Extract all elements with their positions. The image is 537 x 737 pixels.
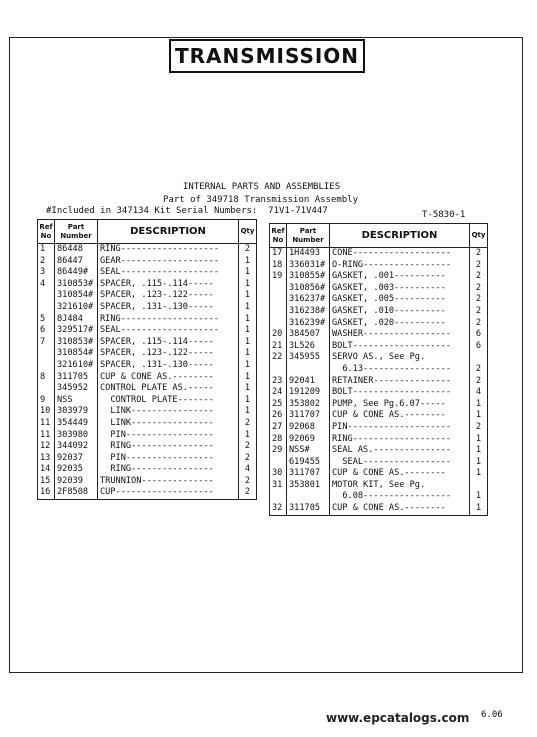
qty-cell: 1 [239, 372, 257, 384]
table-row [38, 337, 257, 349]
qty-cell: 1 [470, 410, 488, 422]
description-cell: TRUNNION-------------- [98, 476, 239, 488]
qty-cell: 2 [239, 418, 257, 430]
description-cell: RING---------------- [98, 464, 239, 476]
description-cell: CUP & CONE AS.-------- [330, 468, 470, 480]
part-number-cell: 191209 [287, 387, 330, 399]
ref-cell: 2 [38, 256, 55, 268]
table-row [270, 341, 488, 353]
description-cell: RING------------------- [330, 434, 470, 446]
qty-cell: 2 [470, 318, 488, 330]
description-cell: LINK---------------- [98, 406, 239, 418]
table-row [38, 453, 257, 465]
ref-cell: 1 [38, 244, 55, 256]
table-row [38, 325, 257, 337]
qty-cell: 1 [470, 468, 488, 480]
description-cell: SEAL------------------- [98, 267, 239, 279]
part-number-cell: 92039 [55, 476, 98, 488]
description-cell: RETAINER--------------- [330, 376, 470, 388]
description-cell: GEAR------------------- [98, 256, 239, 268]
table-row [270, 410, 488, 422]
table-row [38, 256, 257, 268]
ref-cell: 25 [270, 399, 287, 411]
parts-table-left [37, 219, 257, 500]
description-cell: RING---------------- [98, 441, 239, 453]
part-number-cell: 310854# [55, 290, 98, 302]
table-row [270, 294, 488, 306]
qty-cell: 2 [239, 244, 257, 256]
qty-cell: 1 [239, 348, 257, 360]
ref-cell: 9 [38, 395, 55, 407]
table-row [270, 468, 488, 480]
description-cell: SPACER, .123-.122----- [98, 348, 239, 360]
page-number: 6.06 [481, 710, 503, 720]
qty-cell: 1 [239, 406, 257, 418]
table-row [270, 422, 488, 434]
table-row [270, 434, 488, 446]
part-number-cell: 311705 [287, 503, 330, 515]
col-part-header: Part Number [55, 220, 98, 244]
description-cell: 6.08----------------- [330, 491, 470, 503]
description-cell: CUP & CONE AS.-------- [98, 372, 239, 384]
qty-cell: 6 [470, 329, 488, 341]
part-number-cell: 92068 [287, 422, 330, 434]
table-row [270, 376, 488, 388]
description-cell: GASKET, .003---------- [330, 283, 470, 295]
col-desc-header: DESCRIPTION [330, 224, 470, 248]
part-number-cell: 1H4493 [287, 248, 330, 260]
part-number-cell [287, 491, 330, 503]
ref-cell [38, 348, 55, 360]
qty-cell: 1 [239, 337, 257, 349]
qty-cell: 1 [239, 395, 257, 407]
table-row [38, 430, 257, 442]
ref-cell [270, 364, 287, 376]
qty-cell: 1 [239, 383, 257, 395]
part-number-cell: 316238# [287, 306, 330, 318]
description-cell: WASHER----------------- [330, 329, 470, 341]
qty-cell: 2 [239, 487, 257, 499]
description-cell: RING------------------- [98, 314, 239, 326]
qty-cell: 2 [470, 248, 488, 260]
description-cell: SEAL------------------- [98, 325, 239, 337]
ref-cell [38, 290, 55, 302]
qty-cell: 1 [470, 457, 488, 469]
diagram-code: T-5830-1 [422, 210, 466, 220]
qty-cell: 2 [470, 376, 488, 388]
page-title: TRANSMISSION [174, 44, 360, 68]
description-cell: GASKET, .010---------- [330, 306, 470, 318]
part-number-cell: 8J484 [55, 314, 98, 326]
part-number-cell: 92069 [287, 434, 330, 446]
qty-cell: 6 [470, 341, 488, 353]
part-number-cell: NSS [55, 395, 98, 407]
description-cell: GASKET, .005---------- [330, 294, 470, 306]
table-row [38, 360, 257, 372]
description-cell: CUP & CONE AS.-------- [330, 503, 470, 515]
qty-cell: 4 [239, 464, 257, 476]
table-row [270, 387, 488, 399]
page-title-box [169, 39, 365, 73]
part-number-cell: 384507 [287, 329, 330, 341]
qty-cell [470, 480, 488, 492]
table-row [270, 445, 488, 457]
ref-cell: 27 [270, 422, 287, 434]
col-ref-header: Ref No [38, 220, 55, 244]
qty-cell: 1 [239, 360, 257, 372]
part-number-cell: 311705 [55, 372, 98, 384]
description-cell: SEAL----------------- [330, 457, 470, 469]
ref-cell: 30 [270, 468, 287, 480]
col-part-header: Part Number [287, 224, 330, 248]
description-cell: PIN----------------- [98, 430, 239, 442]
ref-cell: 26 [270, 410, 287, 422]
ref-cell: 23 [270, 376, 287, 388]
footer-watermark[interactable]: www.epcatalogs.com [326, 711, 470, 725]
qty-cell: 2 [239, 476, 257, 488]
ref-cell [270, 294, 287, 306]
table-row [270, 364, 488, 376]
ref-cell: 14 [38, 464, 55, 476]
description-cell: GASKET, .020---------- [330, 318, 470, 330]
part-number-cell: 303979 [55, 406, 98, 418]
ref-cell: 7 [38, 337, 55, 349]
ref-cell [270, 491, 287, 503]
ref-cell: 6 [38, 325, 55, 337]
part-number-cell: 310854# [55, 348, 98, 360]
part-number-cell: 310853# [55, 279, 98, 291]
qty-cell: 2 [470, 306, 488, 318]
ref-cell [38, 302, 55, 314]
description-cell: MOTOR KIT, See Pg. [330, 480, 470, 492]
table-row [38, 383, 257, 395]
qty-cell: 1 [239, 302, 257, 314]
part-number-cell: 310856# [287, 283, 330, 295]
part-number-cell: 310853# [55, 337, 98, 349]
description-cell: CUP & CONE AS.-------- [330, 410, 470, 422]
part-number-cell: 345955 [287, 352, 330, 364]
ref-cell: 8 [38, 372, 55, 384]
part-number-cell: 345952 [55, 383, 98, 395]
qty-cell: 2 [470, 422, 488, 434]
part-number-cell: 92037 [55, 453, 98, 465]
description-cell: SPACER, .131-.130----- [98, 360, 239, 372]
qty-cell: 4 [470, 387, 488, 399]
table-row [38, 244, 257, 256]
qty-cell: 1 [470, 503, 488, 515]
ref-cell [270, 457, 287, 469]
qty-cell: 1 [470, 491, 488, 503]
ref-cell: 3 [38, 267, 55, 279]
ref-cell: 11 [38, 418, 55, 430]
qty-cell: 1 [239, 256, 257, 268]
description-cell: GASKET, .001---------- [330, 271, 470, 283]
ref-cell: 18 [270, 260, 287, 272]
part-number-cell: 3L526 [287, 341, 330, 353]
part-number-cell: 92035 [55, 464, 98, 476]
qty-cell: 1 [470, 434, 488, 446]
table-row [270, 260, 488, 272]
description-cell: BOLT------------------- [330, 387, 470, 399]
ref-cell: 19 [270, 271, 287, 283]
table-row [270, 248, 488, 260]
table-row [38, 372, 257, 384]
part-number-cell: 619455 [287, 457, 330, 469]
qty-cell: 1 [470, 445, 488, 457]
part-number-cell: 354449 [55, 418, 98, 430]
part-number-cell: 2F8508 [55, 487, 98, 499]
ref-cell: 5 [38, 314, 55, 326]
description-cell: O-RING----------------- [330, 260, 470, 272]
qty-cell: 2 [239, 441, 257, 453]
description-cell: CUP------------------- [98, 487, 239, 499]
part-number-cell: NSS# [287, 445, 330, 457]
table-row [38, 395, 257, 407]
table-row [270, 352, 488, 364]
ref-cell: 4 [38, 279, 55, 291]
ref-cell: 31 [270, 480, 287, 492]
ref-cell [270, 318, 287, 330]
part-number-cell [287, 364, 330, 376]
ref-cell: 15 [38, 476, 55, 488]
table-row [38, 418, 257, 430]
part-number-cell: 353802 [287, 399, 330, 411]
description-cell: CONTROL PLATE------- [98, 395, 239, 407]
part-number-cell: 353801 [287, 480, 330, 492]
description-cell: SPACER, .131-.130----- [98, 302, 239, 314]
col-desc-header: DESCRIPTION [98, 220, 239, 244]
table-row [38, 314, 257, 326]
table-row [270, 283, 488, 295]
ref-cell: 10 [38, 406, 55, 418]
table-row [38, 290, 257, 302]
table-row [270, 503, 488, 515]
header-line-1: INTERNAL PARTS AND ASSEMBLIES [183, 182, 341, 192]
part-number-cell: 310855# [287, 271, 330, 283]
ref-cell [38, 360, 55, 372]
qty-cell: 2 [470, 260, 488, 272]
part-number-cell: 311707 [287, 410, 330, 422]
part-number-cell: 329517# [55, 325, 98, 337]
description-cell: SPACER, .123-.122----- [98, 290, 239, 302]
table-row [38, 406, 257, 418]
table-row [270, 491, 488, 503]
ref-cell [38, 383, 55, 395]
part-number-cell: 86448 [55, 244, 98, 256]
header-line-3: #Included in 347134 Kit Serial Numbers: 71V1-71V447 [46, 206, 328, 216]
ref-cell: 12 [38, 441, 55, 453]
description-cell: PIN-------------------- [330, 422, 470, 434]
ref-cell: 22 [270, 352, 287, 364]
qty-cell: 2 [239, 453, 257, 465]
description-cell: SEAL AS.--------------- [330, 445, 470, 457]
description-cell: 6.13----------------- [330, 364, 470, 376]
ref-cell: 32 [270, 503, 287, 515]
qty-cell: 1 [239, 430, 257, 442]
part-number-cell: 86447 [55, 256, 98, 268]
table-row [38, 487, 257, 499]
ref-cell [270, 283, 287, 295]
table-row [38, 279, 257, 291]
qty-cell: 1 [239, 325, 257, 337]
table-row [38, 441, 257, 453]
ref-cell: 13 [38, 453, 55, 465]
qty-cell: 2 [470, 364, 488, 376]
part-number-cell: 321610# [55, 302, 98, 314]
col-ref-header: Ref No [270, 224, 287, 248]
description-cell: RING------------------- [98, 244, 239, 256]
table-row [38, 464, 257, 476]
description-cell: SPACER, .115-.114----- [98, 337, 239, 349]
table-row [270, 399, 488, 411]
ref-cell: 20 [270, 329, 287, 341]
description-cell: BOLT------------------- [330, 341, 470, 353]
table-row [38, 267, 257, 279]
qty-cell: 2 [470, 294, 488, 306]
qty-cell: 2 [470, 283, 488, 295]
ref-cell: 16 [38, 487, 55, 499]
ref-cell: 24 [270, 387, 287, 399]
table-row [270, 329, 488, 341]
header-line-2: Part of 349718 Transmission Assembly [163, 195, 359, 205]
qty-cell: 1 [470, 399, 488, 411]
table-row [38, 302, 257, 314]
description-cell: PUMP, See Pg.6.07----- [330, 399, 470, 411]
part-number-cell: 321610# [55, 360, 98, 372]
part-number-cell: 303980 [55, 430, 98, 442]
description-cell: CONE------------------- [330, 248, 470, 260]
col-qty-header: Qty [239, 220, 257, 244]
ref-cell: 11 [38, 430, 55, 442]
part-number-cell: 92041 [287, 376, 330, 388]
part-number-cell: 336031# [287, 260, 330, 272]
part-number-cell: 86449# [55, 267, 98, 279]
table-row [270, 271, 488, 283]
parts-table-right [269, 223, 488, 516]
description-cell: CONTROL PLATE AS.----- [98, 383, 239, 395]
table-row [270, 318, 488, 330]
part-number-cell: 344092 [55, 441, 98, 453]
part-number-cell: 316237# [287, 294, 330, 306]
description-cell: SERVO AS., See Pg. [330, 352, 470, 364]
description-cell: PIN----------------- [98, 453, 239, 465]
ref-cell [270, 306, 287, 318]
table-row [38, 348, 257, 360]
description-cell: SPACER, .115-.114----- [98, 279, 239, 291]
qty-cell: 1 [239, 279, 257, 291]
table-row [38, 476, 257, 488]
table-row [270, 457, 488, 469]
ref-cell: 28 [270, 434, 287, 446]
part-number-cell: 311707 [287, 468, 330, 480]
part-number-cell: 316239# [287, 318, 330, 330]
ref-cell: 29 [270, 445, 287, 457]
qty-cell: 1 [239, 267, 257, 279]
table-row [270, 306, 488, 318]
qty-cell [470, 352, 488, 364]
col-qty-header: Qty [470, 224, 488, 248]
description-cell: LINK---------------- [98, 418, 239, 430]
qty-cell: 2 [470, 271, 488, 283]
ref-cell: 17 [270, 248, 287, 260]
qty-cell: 1 [239, 290, 257, 302]
qty-cell: 1 [239, 314, 257, 326]
ref-cell: 21 [270, 341, 287, 353]
table-row [270, 480, 488, 492]
